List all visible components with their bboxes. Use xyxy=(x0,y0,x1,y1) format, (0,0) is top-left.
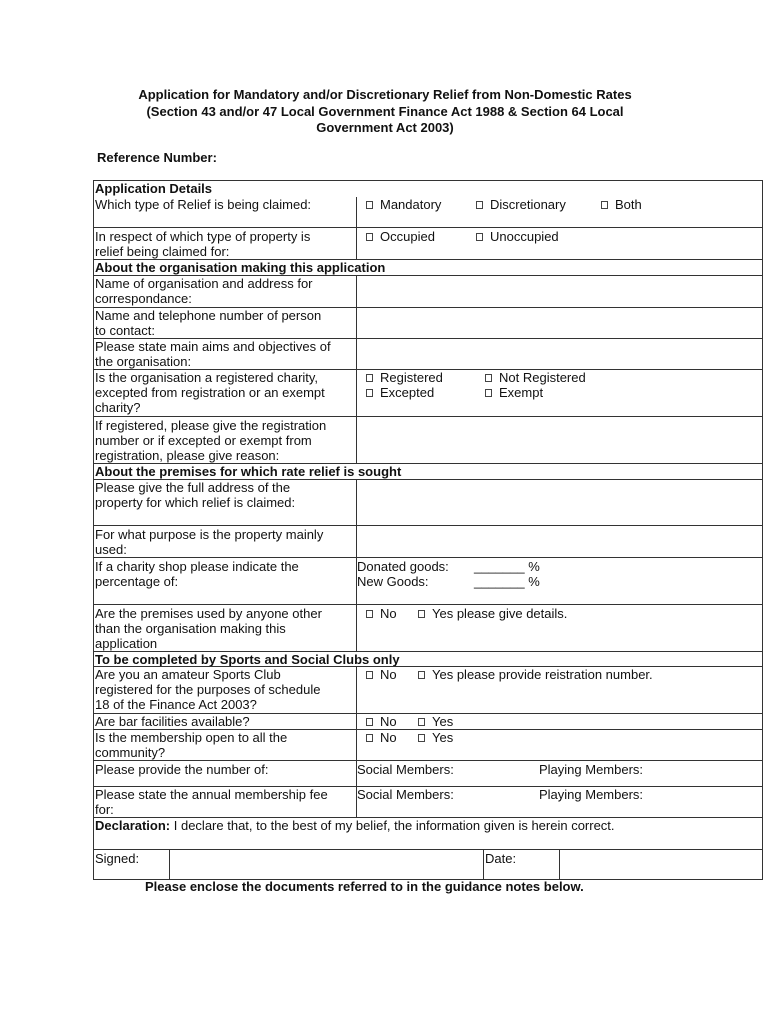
premises-used-no-option[interactable]: No xyxy=(366,606,397,622)
checkbox-icon[interactable] xyxy=(366,718,373,726)
checkbox-icon[interactable] xyxy=(366,610,373,618)
signed-label: Signed: xyxy=(95,851,140,866)
registration-field[interactable] xyxy=(356,417,762,464)
reference-number-label: Reference Number: xyxy=(97,150,217,165)
contact-row: Name and telephone number of person to contact: xyxy=(94,307,762,339)
checkbox-icon[interactable] xyxy=(366,671,373,679)
membership-open-row: Is the membership open to all the community? No Yes xyxy=(94,729,762,761)
checkbox-icon[interactable] xyxy=(601,201,608,209)
checkbox-icon[interactable] xyxy=(476,201,483,209)
section-organisation: About the organisation making this application xyxy=(94,259,762,276)
premises-used-row: Are the premises used by anyone other than the organisation making this application No Yes please give details. xyxy=(94,604,762,652)
checkbox-icon[interactable] xyxy=(366,734,373,742)
unoccupied-option[interactable]: Unoccupied xyxy=(476,229,559,245)
date-label: Date: xyxy=(485,851,517,866)
discretionary-option[interactable]: Discretionary xyxy=(476,197,566,213)
property-type-row: In respect of which type of property is relief being claimed for: Occupied Unoccupied xyxy=(94,227,762,260)
both-option[interactable]: Both xyxy=(601,197,642,213)
social-members-fee-field[interactable]: Social Members: xyxy=(357,787,454,802)
checkbox-icon[interactable] xyxy=(476,233,483,241)
declaration-text: Declaration: I declare that, to the best of my belief, the information given is herein correct. xyxy=(95,818,615,833)
purpose-field[interactable] xyxy=(356,526,762,558)
number-of-members-row: Please provide the number of: Social Members: Playing Members: xyxy=(94,760,762,787)
checkbox-icon[interactable] xyxy=(485,389,492,397)
donated-goods-field[interactable]: _______ % xyxy=(474,559,540,574)
bar-no-option[interactable]: No xyxy=(366,714,397,730)
premises-used-yes-option[interactable]: Yes please give details. xyxy=(418,606,567,622)
amateur-yes-option[interactable]: Yes please provide reistration number. xyxy=(418,667,653,683)
section-sports-clubs: To be completed by Sports and Social Clubs only xyxy=(94,651,762,667)
declaration-row xyxy=(94,817,762,850)
membership-fee-row: Please state the annual membership fee for: Social Members: Playing Members: xyxy=(94,786,762,818)
bar-facilities-row: Are bar facilities available? No Yes xyxy=(94,713,762,730)
purpose-row: For what purpose is the property mainly used: xyxy=(94,525,762,558)
checkbox-icon[interactable] xyxy=(418,734,425,742)
organisation-name-field[interactable] xyxy=(356,276,762,308)
checkbox-icon[interactable] xyxy=(366,389,373,397)
playing-members-count-field[interactable]: Playing Members: xyxy=(539,762,644,777)
playing-members-fee-field[interactable]: Playing Members: xyxy=(539,787,644,802)
guidance-note: Please enclose the documents referred to in the guidance notes below. xyxy=(145,879,584,894)
relief-type-options xyxy=(356,197,762,227)
membership-no-option[interactable]: No xyxy=(366,730,397,746)
membership-yes-option[interactable]: Yes xyxy=(418,730,453,746)
occupied-option[interactable]: Occupied xyxy=(366,229,435,245)
amateur-no-option[interactable]: No xyxy=(366,667,397,683)
checkbox-icon[interactable] xyxy=(418,610,425,618)
contact-field[interactable] xyxy=(356,308,762,339)
registration-row: If registered, please give the registration number or if excepted or exempt from registration, please give reason: xyxy=(94,416,762,464)
date-field[interactable] xyxy=(560,850,762,880)
application-form-table xyxy=(93,180,763,880)
mandatory-option[interactable]: Mandatory xyxy=(366,197,441,213)
checkbox-icon[interactable] xyxy=(485,374,492,382)
checkbox-icon[interactable] xyxy=(366,233,373,241)
registered-option[interactable]: Registered xyxy=(366,370,443,386)
aims-field[interactable] xyxy=(356,339,762,370)
section-premises: About the premises for which rate relief is sought xyxy=(94,463,762,480)
premises-address-row: Please give the full address of the property for which relief is claimed: xyxy=(94,479,762,526)
exempt-option[interactable]: Exempt xyxy=(485,385,543,401)
new-goods-field[interactable]: _______ % xyxy=(474,574,540,589)
social-members-count-field[interactable]: Social Members: xyxy=(357,762,454,777)
not-registered-option[interactable]: Not Registered xyxy=(485,370,586,386)
form-title: Application for Mandatory and/or Discretionary Relief from Non-Domestic Rates (Section 43 and/or 47 Local Government Finance Act 1988 & Section 64 Local Government Act 2003) xyxy=(138,87,632,135)
checkbox-icon[interactable] xyxy=(418,718,425,726)
charity-status-row: Is the organisation a registered charity, excepted from registration or an exempt charity? Registered Not Registered Excepted Exempt xyxy=(94,369,762,417)
checkbox-icon[interactable] xyxy=(418,671,425,679)
checkbox-icon[interactable] xyxy=(366,201,373,209)
relief-type-row: Application Details Which type of Relief is being claimed: Mandatory Discretionary Both xyxy=(94,181,762,227)
section-heading-application-details: Application Details xyxy=(95,181,213,196)
amateur-club-row: Are you an amateur Sports Club registered for the purposes of schedule 18 of the Finance Act 2003? No Yes please provide reistration number. xyxy=(94,666,762,714)
bar-yes-option[interactable]: Yes xyxy=(418,714,453,730)
checkbox-icon[interactable] xyxy=(366,374,373,382)
premises-address-field[interactable] xyxy=(356,480,762,526)
organisation-name-row: Name of organisation and address for correspondance: xyxy=(94,275,762,308)
signature-field[interactable] xyxy=(170,850,483,880)
signature-row xyxy=(94,849,762,880)
aims-row: Please state main aims and objectives of the organisation: xyxy=(94,338,762,370)
excepted-option[interactable]: Excepted xyxy=(366,385,434,401)
charity-shop-row: If a charity shop please indicate the percentage of: Donated goods: _______ % New Goods: _______ % xyxy=(94,557,762,605)
